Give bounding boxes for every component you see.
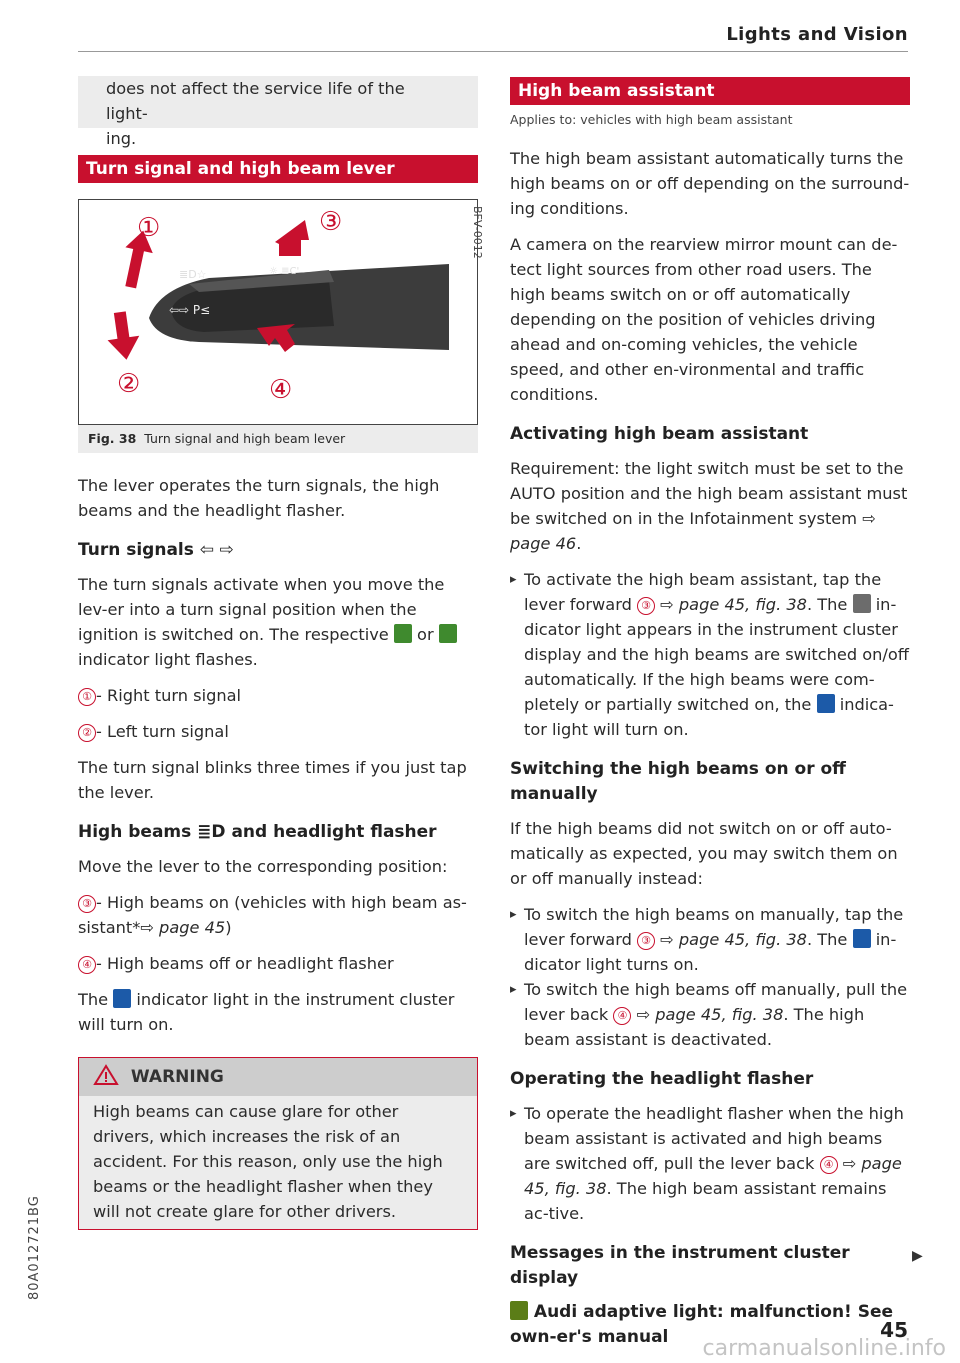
flash-text-a: To operate the headlight flasher when the high beam assistant is activated and high beams are switched off, pull the lever back	[524, 1104, 904, 1173]
callout-1-icon: ①	[78, 688, 96, 706]
flasher-step	[510, 1101, 910, 1226]
man1-text-a: To switch the high beams on manually, tap the lever forward	[524, 905, 904, 949]
man2-fig-link[interactable]: ⇨ page 45, fig. 38	[636, 1005, 784, 1024]
warning-triangle-icon	[93, 1064, 119, 1086]
document-code: 80A012721BG	[27, 1195, 42, 1300]
warning-header	[79, 1058, 477, 1096]
right-turn-indicator-icon	[439, 624, 457, 643]
turn-p1-b: indicator light flashes.	[78, 650, 258, 669]
page-number: 45	[880, 1318, 908, 1342]
section-title-turn-signal: Turn signal and high beam lever	[78, 155, 478, 183]
activate-step	[510, 567, 910, 742]
callout-4-icon: ④	[613, 1007, 631, 1025]
arrow-down-left-turn	[104, 310, 142, 362]
fig-label-3: ③	[319, 207, 343, 237]
activate-text-c: in-dicator light appears in the instrument cluster display and the high beams are switched on/off automatically. If the high beams were com-pletely or partially switched on, the	[524, 595, 909, 714]
tap-paragraph: The turn signal blinks three times if you just tap the lever.	[78, 758, 467, 802]
warning-box	[78, 1057, 478, 1230]
requirement-text: Requirement: the light switch must be set to the AUTO position and the high beam assistant must be switched on in the Infotainment system	[510, 459, 908, 528]
callout-4-icon: ④	[820, 1156, 838, 1174]
man2-text-a: To switch the high beams off manually, pull the lever back	[524, 980, 908, 1024]
svg-text:≣D☆: ≣D☆	[179, 268, 207, 281]
left-turn-indicator-icon	[394, 624, 412, 643]
applies-to: Applies to: vehicles with high beam assistant	[510, 112, 793, 127]
high-beam-assist-auto-icon	[853, 594, 871, 613]
item3-close: )	[225, 918, 232, 937]
figure-code: BFV-0012	[471, 206, 484, 259]
camera-paragraph: A camera on the rearview mirror mount can de-tect light sources from other road users. The high beams switch on or off automatically depending on the position of vehicles driving ahead and on-coming vehicles, the vehicle speed, and other en-vironmental and traffic conditions.	[510, 235, 898, 404]
messages-heading: Messages in the instrument cluster display	[510, 1243, 850, 1288]
manual-step-on	[510, 902, 910, 977]
flasher-heading: Operating the headlight flasher	[510, 1069, 814, 1089]
manual-heading: Switching the high beams on or off manually	[510, 759, 846, 804]
activate-text-b: . The	[806, 595, 848, 614]
activate-text-a: To activate the high beam assistant, tap the lever forward	[524, 570, 882, 614]
left-column	[78, 76, 484, 1230]
callout-3-icon: ③	[637, 597, 655, 615]
page-header-title: Lights and Vision	[726, 24, 908, 45]
item3-page-link[interactable]: ⇨ page 45	[140, 918, 226, 937]
man1-text-c: in-dicator light turns on.	[524, 930, 897, 974]
high-beam-indicator-icon	[853, 929, 871, 948]
watermark: carmanualsonline.info	[702, 1336, 946, 1361]
svg-text:⇦⇨ P≤: ⇦⇨ P≤	[169, 303, 211, 317]
warning-text: High beams can cause glare for other drivers, which increases the risk of an accident. For this reason, only use the high beams or the headlight flasher when they will not create glare for other drivers.	[93, 1102, 443, 1221]
lever-illustration	[79, 200, 484, 424]
right-column	[510, 77, 910, 1350]
requirement-paragraph: Requirement: the light switch must be set to the AUTO position and the high beam assistant must be switched on in the Infotainment system ⇨ page 46.	[510, 459, 908, 553]
item-high-beams-on	[78, 890, 478, 940]
warning-body	[79, 1096, 477, 1229]
item1-text: - Right turn signal	[96, 686, 242, 705]
activating-heading: Activating high beam assistant	[510, 424, 809, 444]
turn-signals-paragraph	[78, 572, 478, 672]
fig-label-4: ④	[269, 375, 293, 405]
hb-p2-b: indicator light in the instrument cluster will turn on.	[78, 990, 455, 1034]
item2-text: - Left turn signal	[96, 722, 229, 741]
callout-3-icon: ③	[637, 932, 655, 950]
high-beam-assist-active-icon	[817, 694, 835, 713]
turn-p1-or: or	[417, 625, 434, 644]
activate-fig-link[interactable]: ⇨ page 45, fig. 38	[660, 595, 807, 614]
warning-title: WARNING	[130, 1067, 224, 1087]
high-beams-heading: High beams ≣D and headlight flasher	[78, 822, 437, 842]
fig-label-2: ②	[117, 369, 141, 399]
header-divider	[78, 51, 908, 52]
continue-arrow-icon: ▶	[912, 1248, 923, 1264]
figure-caption-text: Turn signal and high beam lever	[144, 431, 346, 446]
item3-text: - High beams on (vehicles with high beam as-sistant*	[78, 893, 467, 937]
turn-arrows-icon: ⇦ ⇨	[199, 540, 234, 560]
continued-note	[78, 76, 478, 148]
item-left-turn	[78, 719, 478, 744]
arrow-forward-high-beam	[275, 220, 309, 256]
message-text: Audi adaptive light: malfunction! See own-er's manual	[510, 1302, 894, 1347]
assistant-intro: The high beam assistant automatically turns the high beams on or off depending on the surround-ing conditions.	[510, 149, 910, 218]
high-beams-intro: Move the lever to the corresponding position:	[78, 857, 448, 876]
section-title-high-beam-assistant: High beam assistant	[510, 77, 910, 105]
item4-text: - High beams off or headlight flasher	[96, 954, 394, 973]
man1-text-b: . The	[806, 930, 848, 949]
manual-step-off	[510, 977, 910, 1052]
turn-p1-a: The turn signals activate when you move the lev-er into a turn signal position when the ignition is switched on. The respective	[78, 575, 445, 644]
flash-fig-link[interactable]: ⇨ page 45, fig. 38	[524, 1154, 902, 1198]
manual-paragraph: If the high beams did not switch on or off auto-matically as expected, you may switch them on or off manually instead:	[510, 819, 898, 888]
lever-intro: The lever operates the turn signals, the high beams and the headlight flasher.	[78, 476, 440, 520]
figure-caption-number: Fig. 38	[88, 431, 137, 446]
man2-text-b: . The high beam assistant is deactivated.	[524, 1005, 865, 1049]
flash-text-b: . The high beam assistant remains ac-tive.	[524, 1179, 887, 1223]
requirement-page-link[interactable]: ⇨ page 46	[510, 509, 876, 553]
svg-text:☼ ≣C': ☼ ≣C'	[269, 266, 300, 277]
callout-4-icon: ④	[78, 956, 96, 974]
callout-2-icon: ②	[78, 724, 96, 742]
fig-label-1: ①	[137, 213, 161, 243]
continued-text: does not affect the service life of the light- ing.	[106, 79, 405, 148]
item-high-beams-off	[78, 951, 478, 976]
item-right-turn	[78, 683, 478, 708]
callout-3-icon: ③	[78, 895, 96, 913]
turn-signals-heading	[78, 538, 478, 563]
high-beam-indicator-paragraph	[78, 987, 478, 1037]
flasher-steps	[510, 1101, 910, 1226]
figure-lever	[78, 199, 484, 425]
hb-p2-a: The	[78, 990, 109, 1009]
activate-steps	[510, 567, 910, 742]
high-beam-indicator-icon	[113, 989, 131, 1008]
figure-caption	[78, 425, 478, 453]
activate-text-d: indica-tor light will turn on.	[524, 695, 894, 739]
manual-steps	[510, 902, 910, 1052]
turn-signals-title: Turn signals	[78, 540, 194, 560]
man1-fig-link[interactable]: ⇨ page 45, fig. 38	[660, 930, 807, 949]
adaptive-light-warning-icon	[510, 1301, 528, 1320]
